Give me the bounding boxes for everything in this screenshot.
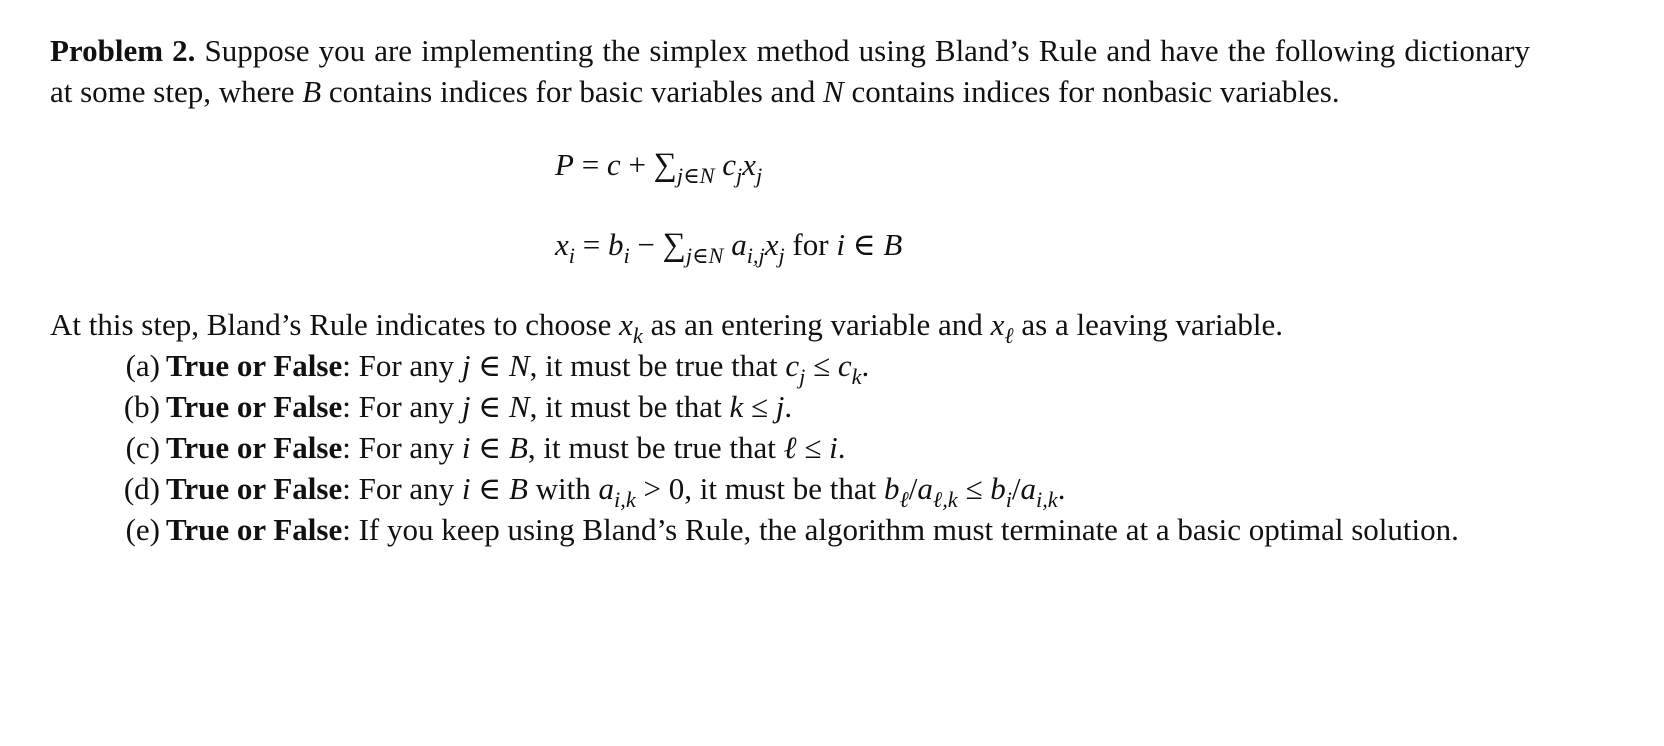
true-false-item xyxy=(50,509,1530,550)
true-false-label: True or False xyxy=(166,471,343,506)
true-false-label: True or False xyxy=(166,389,343,424)
problem-intro-text: Suppose you are implementing the simplex method using Bland’s Rule and have the following dictionary at some step, where B contains indices for basic variables and N contains indices for nonbasic variables. xyxy=(50,33,1531,109)
equation-objective: $P = c + \sum_{j\in N}$ $c_jx_j$ xyxy=(555,147,763,188)
problem-intro-paragraph xyxy=(50,30,1530,112)
item-text xyxy=(160,509,1530,550)
true-false-label: True or False xyxy=(166,348,343,383)
dictionary-objective-equation xyxy=(50,144,1530,194)
item-statement: : For any i ∈ B with $a_{i,k} > 0$, it must be that $b_\ell/a_{\ell,k} \le b_i/a_{i,k}$. xyxy=(342,471,1066,512)
item-label: (a) xyxy=(125,348,160,383)
true-false-item xyxy=(50,386,1530,427)
item-statement: : If you keep using Bland’s Rule, the algorithm must terminate at a basic optimal solution. xyxy=(342,512,1459,547)
statement-text: At this step, Bland’s Rule indicates to choose $x_k$ as an entering variable and $x_\ell$ as a leaving variable. xyxy=(50,307,1284,348)
equation-constraint: $x_i = b_i - \sum_{j\in N}$ $a_{i,j}x_j$ for i ∈ B xyxy=(555,227,903,268)
true-false-list xyxy=(50,345,1530,550)
true-false-label: True or False xyxy=(166,512,343,547)
true-false-item xyxy=(50,345,1530,389)
dictionary-constraint-equation xyxy=(50,224,1530,274)
true-false-item xyxy=(50,468,1530,512)
item-label: (b) xyxy=(123,389,160,424)
problem-document xyxy=(50,30,1530,550)
true-false-item xyxy=(50,427,1530,468)
true-false-label: True or False xyxy=(166,430,343,465)
item-label: (e) xyxy=(125,512,160,547)
item-statement: : For any j ∈ N, it must be that k ≤ j. xyxy=(342,389,793,424)
item-statement: : For any j ∈ N, it must be true that $c_j \le c_k$. xyxy=(342,348,870,389)
item-text xyxy=(160,468,1530,512)
item-text xyxy=(160,345,1530,389)
item-label: (d) xyxy=(123,471,160,506)
item-text xyxy=(160,386,1530,427)
blands-rule-statement xyxy=(50,304,1530,348)
problem-heading: Problem 2. xyxy=(50,33,196,68)
item-label: (c) xyxy=(125,430,160,465)
item-statement: : For any i ∈ B, it must be true that ℓ ≤ i. xyxy=(342,430,846,465)
item-text xyxy=(160,427,1530,468)
